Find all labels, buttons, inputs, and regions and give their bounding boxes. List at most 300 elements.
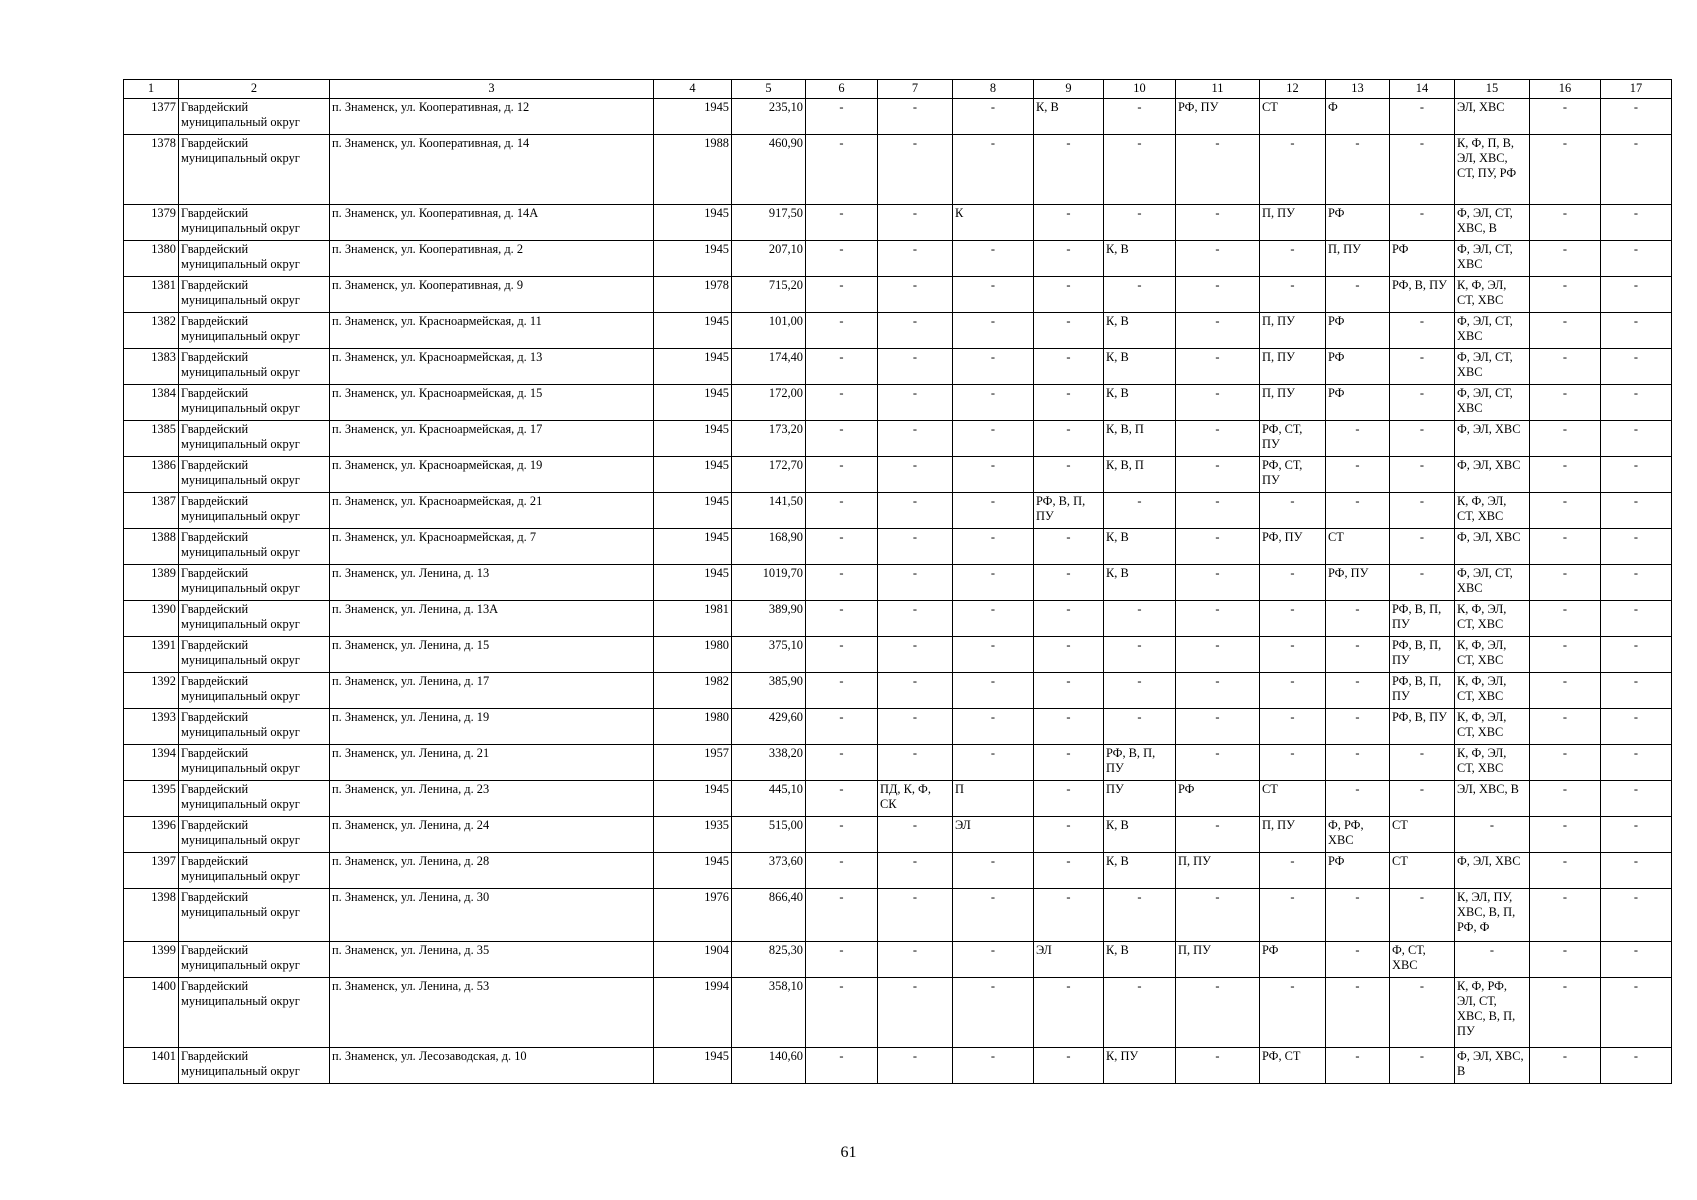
district-cell: Гвардейский муниципальный округ bbox=[179, 421, 330, 457]
col7-cell: - bbox=[878, 745, 953, 781]
col15-cell: К, Ф, ЭЛ, СТ, ХВС bbox=[1455, 673, 1530, 709]
col11-cell: - bbox=[1176, 709, 1260, 745]
district-cell: Гвардейский муниципальный округ bbox=[179, 781, 330, 817]
col15-cell: Ф, ЭЛ, ХВС bbox=[1455, 457, 1530, 493]
col6-cell: - bbox=[806, 529, 878, 565]
col15-cell: Ф, ЭЛ, ХВС bbox=[1455, 529, 1530, 565]
col16-cell: - bbox=[1530, 637, 1601, 673]
col9-cell: - bbox=[1034, 889, 1104, 942]
col14-cell: - bbox=[1390, 745, 1455, 781]
col8-cell: - bbox=[953, 277, 1034, 313]
area-cell: 358,10 bbox=[732, 978, 806, 1048]
col9-cell: - bbox=[1034, 817, 1104, 853]
col12-cell: - bbox=[1260, 978, 1326, 1048]
col16-cell: - bbox=[1530, 385, 1601, 421]
column-header-10: 10 bbox=[1104, 80, 1176, 99]
year-cell: 1994 bbox=[654, 978, 732, 1048]
address-cell: п. Знаменск, ул. Кооперативная, д. 9 bbox=[330, 277, 654, 313]
table-row bbox=[124, 709, 1672, 745]
col15-cell: ЭЛ, ХВС, В bbox=[1455, 781, 1530, 817]
col14-cell: - bbox=[1390, 1048, 1455, 1084]
col6-cell: - bbox=[806, 745, 878, 781]
row-number-cell: 1395 bbox=[124, 781, 179, 817]
district-cell: Гвардейский муниципальный округ bbox=[179, 745, 330, 781]
col8-cell: - bbox=[953, 457, 1034, 493]
col12-cell: РФ, СТ, ПУ bbox=[1260, 457, 1326, 493]
area-cell: 172,00 bbox=[732, 385, 806, 421]
column-header-15: 15 bbox=[1455, 80, 1530, 99]
col15-cell: К, Ф, ЭЛ, СТ, ХВС bbox=[1455, 637, 1530, 673]
col15-cell: Ф, ЭЛ, СТ, ХВС, В bbox=[1455, 205, 1530, 241]
col16-cell: - bbox=[1530, 277, 1601, 313]
column-header-11: 11 bbox=[1176, 80, 1260, 99]
col17-cell: - bbox=[1601, 745, 1672, 781]
area-cell: 172,70 bbox=[732, 457, 806, 493]
col11-cell: - bbox=[1176, 205, 1260, 241]
address-cell: п. Знаменск, ул. Ленина, д. 13 bbox=[330, 565, 654, 601]
col17-cell: - bbox=[1601, 385, 1672, 421]
col13-cell: - bbox=[1326, 457, 1390, 493]
col7-cell: - bbox=[878, 978, 953, 1048]
area-cell: 174,40 bbox=[732, 349, 806, 385]
col9-cell: - bbox=[1034, 781, 1104, 817]
col7-cell: - bbox=[878, 565, 953, 601]
col16-cell: - bbox=[1530, 457, 1601, 493]
year-cell: 1945 bbox=[654, 781, 732, 817]
col15-cell: Ф, ЭЛ, ХВС bbox=[1455, 853, 1530, 889]
col13-cell: - bbox=[1326, 889, 1390, 942]
col6-cell: - bbox=[806, 817, 878, 853]
address-cell: п. Знаменск, ул. Кооперативная, д. 2 bbox=[330, 241, 654, 277]
address-cell: п. Знаменск, ул. Красноармейская, д. 17 bbox=[330, 421, 654, 457]
year-cell: 1945 bbox=[654, 241, 732, 277]
col8-cell: - bbox=[953, 421, 1034, 457]
col8-cell: - bbox=[953, 493, 1034, 529]
col10-cell: - bbox=[1104, 135, 1176, 205]
district-cell: Гвардейский муниципальный округ bbox=[179, 978, 330, 1048]
col11-cell: П, ПУ bbox=[1176, 942, 1260, 978]
table-row bbox=[124, 529, 1672, 565]
col9-cell: - bbox=[1034, 241, 1104, 277]
col14-cell: РФ, В, ПУ bbox=[1390, 709, 1455, 745]
column-header-12: 12 bbox=[1260, 80, 1326, 99]
col13-cell: - bbox=[1326, 601, 1390, 637]
col15-cell: Ф, ЭЛ, СТ, ХВС bbox=[1455, 385, 1530, 421]
area-cell: 445,10 bbox=[732, 781, 806, 817]
col12-cell: РФ, СТ bbox=[1260, 1048, 1326, 1084]
col8-cell: - bbox=[953, 135, 1034, 205]
col9-cell: - bbox=[1034, 978, 1104, 1048]
district-cell: Гвардейский муниципальный округ bbox=[179, 1048, 330, 1084]
area-cell: 385,90 bbox=[732, 673, 806, 709]
row-number-cell: 1394 bbox=[124, 745, 179, 781]
row-number-cell: 1390 bbox=[124, 601, 179, 637]
col11-cell: - bbox=[1176, 745, 1260, 781]
col16-cell: - bbox=[1530, 889, 1601, 942]
year-cell: 1904 bbox=[654, 942, 732, 978]
col10-cell: К, В, П bbox=[1104, 421, 1176, 457]
col12-cell: РФ, ПУ bbox=[1260, 529, 1326, 565]
col6-cell: - bbox=[806, 241, 878, 277]
col6-cell: - bbox=[806, 349, 878, 385]
col14-cell: - bbox=[1390, 99, 1455, 135]
address-cell: п. Знаменск, ул. Красноармейская, д. 19 bbox=[330, 457, 654, 493]
col12-cell: - bbox=[1260, 709, 1326, 745]
row-number-cell: 1393 bbox=[124, 709, 179, 745]
year-cell: 1945 bbox=[654, 1048, 732, 1084]
address-cell: п. Знаменск, ул. Кооперативная, д. 14 bbox=[330, 135, 654, 205]
table-row bbox=[124, 781, 1672, 817]
col9-cell: - bbox=[1034, 709, 1104, 745]
col13-cell: Ф bbox=[1326, 99, 1390, 135]
col11-cell: - bbox=[1176, 889, 1260, 942]
col10-cell: К, В bbox=[1104, 853, 1176, 889]
col14-cell: - bbox=[1390, 565, 1455, 601]
col8-cell: - bbox=[953, 889, 1034, 942]
col11-cell: - bbox=[1176, 493, 1260, 529]
col15-cell: Ф, ЭЛ, ХВС, В bbox=[1455, 1048, 1530, 1084]
row-number-cell: 1386 bbox=[124, 457, 179, 493]
col11-cell: - bbox=[1176, 385, 1260, 421]
area-cell: 101,00 bbox=[732, 313, 806, 349]
col16-cell: - bbox=[1530, 205, 1601, 241]
col17-cell: - bbox=[1601, 99, 1672, 135]
col6-cell: - bbox=[806, 781, 878, 817]
col8-cell: - bbox=[953, 673, 1034, 709]
district-cell: Гвардейский муниципальный округ bbox=[179, 601, 330, 637]
col15-cell: Ф, ЭЛ, СТ, ХВС bbox=[1455, 349, 1530, 385]
col12-cell: - bbox=[1260, 673, 1326, 709]
area-cell: 140,60 bbox=[732, 1048, 806, 1084]
col10-cell: - bbox=[1104, 709, 1176, 745]
col10-cell: К, В bbox=[1104, 817, 1176, 853]
col8-cell: - bbox=[953, 99, 1034, 135]
col7-cell: - bbox=[878, 601, 953, 637]
row-number-cell: 1378 bbox=[124, 135, 179, 205]
col8-cell: - bbox=[953, 978, 1034, 1048]
col13-cell: РФ bbox=[1326, 205, 1390, 241]
col13-cell: - bbox=[1326, 637, 1390, 673]
col11-cell: П, ПУ bbox=[1176, 853, 1260, 889]
table-row bbox=[124, 889, 1672, 942]
district-cell: Гвардейский муниципальный округ bbox=[179, 529, 330, 565]
col15-cell: - bbox=[1455, 817, 1530, 853]
table-row bbox=[124, 135, 1672, 205]
col9-cell: - bbox=[1034, 637, 1104, 673]
col6-cell: - bbox=[806, 385, 878, 421]
district-cell: Гвардейский муниципальный округ bbox=[179, 709, 330, 745]
column-header-6: 6 bbox=[806, 80, 878, 99]
col15-cell: Ф, ЭЛ, ХВС bbox=[1455, 421, 1530, 457]
col15-cell: К, Ф, РФ, ЭЛ, СТ, ХВС, В, П, ПУ bbox=[1455, 978, 1530, 1048]
col16-cell: - bbox=[1530, 313, 1601, 349]
col17-cell: - bbox=[1601, 313, 1672, 349]
area-cell: 338,20 bbox=[732, 745, 806, 781]
col6-cell: - bbox=[806, 601, 878, 637]
col17-cell: - bbox=[1601, 817, 1672, 853]
col7-cell: - bbox=[878, 241, 953, 277]
col7-cell: - bbox=[878, 349, 953, 385]
table-row bbox=[124, 349, 1672, 385]
col10-cell: - bbox=[1104, 978, 1176, 1048]
col17-cell: - bbox=[1601, 637, 1672, 673]
col7-cell: - bbox=[878, 889, 953, 942]
area-cell: 429,60 bbox=[732, 709, 806, 745]
col10-cell: - bbox=[1104, 673, 1176, 709]
col17-cell: - bbox=[1601, 277, 1672, 313]
col16-cell: - bbox=[1530, 817, 1601, 853]
col14-cell: СТ bbox=[1390, 853, 1455, 889]
col17-cell: - bbox=[1601, 565, 1672, 601]
col7-cell: - bbox=[878, 277, 953, 313]
row-number-cell: 1377 bbox=[124, 99, 179, 135]
col12-cell: П, ПУ bbox=[1260, 349, 1326, 385]
col7-cell: - bbox=[878, 421, 953, 457]
col13-cell: Ф, РФ, ХВС bbox=[1326, 817, 1390, 853]
col14-cell: - bbox=[1390, 135, 1455, 205]
col14-cell: СТ bbox=[1390, 817, 1455, 853]
table-row bbox=[124, 942, 1672, 978]
row-number-cell: 1389 bbox=[124, 565, 179, 601]
col16-cell: - bbox=[1530, 493, 1601, 529]
col9-cell: - bbox=[1034, 205, 1104, 241]
row-number-cell: 1398 bbox=[124, 889, 179, 942]
col14-cell: - bbox=[1390, 421, 1455, 457]
col8-cell: К bbox=[953, 205, 1034, 241]
column-header-1: 1 bbox=[124, 80, 179, 99]
col11-cell: - bbox=[1176, 457, 1260, 493]
col7-cell: - bbox=[878, 853, 953, 889]
col11-cell: - bbox=[1176, 277, 1260, 313]
col15-cell: К, Ф, ЭЛ, СТ, ХВС bbox=[1455, 601, 1530, 637]
column-header-3: 3 bbox=[330, 80, 654, 99]
row-number-cell: 1396 bbox=[124, 817, 179, 853]
col8-cell: - bbox=[953, 853, 1034, 889]
col17-cell: - bbox=[1601, 493, 1672, 529]
col16-cell: - bbox=[1530, 942, 1601, 978]
table-row bbox=[124, 637, 1672, 673]
area-cell: 207,10 bbox=[732, 241, 806, 277]
col9-cell: - bbox=[1034, 565, 1104, 601]
area-cell: 235,10 bbox=[732, 99, 806, 135]
col15-cell: К, Ф, ЭЛ, СТ, ХВС bbox=[1455, 277, 1530, 313]
col6-cell: - bbox=[806, 493, 878, 529]
col11-cell: - bbox=[1176, 135, 1260, 205]
col14-cell: РФ bbox=[1390, 241, 1455, 277]
col6-cell: - bbox=[806, 205, 878, 241]
col10-cell: К, В bbox=[1104, 565, 1176, 601]
col14-cell: РФ, В, П, ПУ bbox=[1390, 673, 1455, 709]
row-number-cell: 1383 bbox=[124, 349, 179, 385]
col13-cell: РФ bbox=[1326, 313, 1390, 349]
year-cell: 1957 bbox=[654, 745, 732, 781]
col8-cell: - bbox=[953, 565, 1034, 601]
col6-cell: - bbox=[806, 889, 878, 942]
col15-cell: К, ЭЛ, ПУ, ХВС, В, П, РФ, Ф bbox=[1455, 889, 1530, 942]
address-cell: п. Знаменск, ул. Красноармейская, д. 21 bbox=[330, 493, 654, 529]
col9-cell: - bbox=[1034, 385, 1104, 421]
col10-cell: К, В bbox=[1104, 349, 1176, 385]
col11-cell: - bbox=[1176, 313, 1260, 349]
year-cell: 1935 bbox=[654, 817, 732, 853]
col12-cell: - bbox=[1260, 601, 1326, 637]
table-row bbox=[124, 745, 1672, 781]
col13-cell: - bbox=[1326, 978, 1390, 1048]
year-cell: 1980 bbox=[654, 637, 732, 673]
col7-cell: - bbox=[878, 493, 953, 529]
table-row bbox=[124, 385, 1672, 421]
address-cell: п. Знаменск, ул. Лесозаводская, д. 10 bbox=[330, 1048, 654, 1084]
col17-cell: - bbox=[1601, 781, 1672, 817]
col17-cell: - bbox=[1601, 529, 1672, 565]
col10-cell: К, В bbox=[1104, 313, 1176, 349]
row-number-cell: 1397 bbox=[124, 853, 179, 889]
col12-cell: П, ПУ bbox=[1260, 817, 1326, 853]
col10-cell: РФ, В, П, ПУ bbox=[1104, 745, 1176, 781]
address-cell: п. Знаменск, ул. Красноармейская, д. 11 bbox=[330, 313, 654, 349]
col6-cell: - bbox=[806, 709, 878, 745]
col9-cell: - bbox=[1034, 853, 1104, 889]
col9-cell: - bbox=[1034, 457, 1104, 493]
table-row bbox=[124, 493, 1672, 529]
address-cell: п. Знаменск, ул. Ленина, д. 24 bbox=[330, 817, 654, 853]
col17-cell: - bbox=[1601, 853, 1672, 889]
col14-cell: - bbox=[1390, 493, 1455, 529]
col16-cell: - bbox=[1530, 241, 1601, 277]
col11-cell: - bbox=[1176, 978, 1260, 1048]
col17-cell: - bbox=[1601, 135, 1672, 205]
district-cell: Гвардейский муниципальный округ bbox=[179, 457, 330, 493]
col13-cell: - bbox=[1326, 1048, 1390, 1084]
col17-cell: - bbox=[1601, 457, 1672, 493]
col11-cell: - bbox=[1176, 601, 1260, 637]
year-cell: 1945 bbox=[654, 99, 732, 135]
col10-cell: ПУ bbox=[1104, 781, 1176, 817]
address-cell: п. Знаменск, ул. Ленина, д. 13А bbox=[330, 601, 654, 637]
column-header-7: 7 bbox=[878, 80, 953, 99]
col7-cell: - bbox=[878, 637, 953, 673]
district-cell: Гвардейский муниципальный округ bbox=[179, 853, 330, 889]
district-cell: Гвардейский муниципальный округ bbox=[179, 817, 330, 853]
col12-cell: - bbox=[1260, 241, 1326, 277]
col12-cell: - bbox=[1260, 637, 1326, 673]
address-cell: п. Знаменск, ул. Кооперативная, д. 14А bbox=[330, 205, 654, 241]
col9-cell: ЭЛ bbox=[1034, 942, 1104, 978]
col12-cell: - bbox=[1260, 745, 1326, 781]
col9-cell: - bbox=[1034, 529, 1104, 565]
col17-cell: - bbox=[1601, 421, 1672, 457]
year-cell: 1945 bbox=[654, 853, 732, 889]
col7-cell: - bbox=[878, 529, 953, 565]
col12-cell: СТ bbox=[1260, 781, 1326, 817]
col6-cell: - bbox=[806, 565, 878, 601]
col13-cell: - bbox=[1326, 709, 1390, 745]
col13-cell: - bbox=[1326, 421, 1390, 457]
district-cell: Гвардейский муниципальный округ bbox=[179, 277, 330, 313]
col6-cell: - bbox=[806, 673, 878, 709]
col16-cell: - bbox=[1530, 349, 1601, 385]
area-cell: 515,00 bbox=[732, 817, 806, 853]
col7-cell: - bbox=[878, 135, 953, 205]
district-cell: Гвардейский муниципальный округ bbox=[179, 889, 330, 942]
area-cell: 373,60 bbox=[732, 853, 806, 889]
year-cell: 1945 bbox=[654, 529, 732, 565]
col9-cell: - bbox=[1034, 349, 1104, 385]
col15-cell: К, Ф, ЭЛ, СТ, ХВС bbox=[1455, 745, 1530, 781]
col10-cell: - bbox=[1104, 889, 1176, 942]
address-cell: п. Знаменск, ул. Красноармейская, д. 13 bbox=[330, 349, 654, 385]
col6-cell: - bbox=[806, 99, 878, 135]
row-number-cell: 1392 bbox=[124, 673, 179, 709]
col8-cell: П bbox=[953, 781, 1034, 817]
district-cell: Гвардейский муниципальный округ bbox=[179, 942, 330, 978]
col6-cell: - bbox=[806, 135, 878, 205]
col8-cell: - bbox=[953, 313, 1034, 349]
col13-cell: П, ПУ bbox=[1326, 241, 1390, 277]
col14-cell: - bbox=[1390, 349, 1455, 385]
col14-cell: - bbox=[1390, 457, 1455, 493]
address-cell: п. Знаменск, ул. Ленина, д. 19 bbox=[330, 709, 654, 745]
col9-cell: - bbox=[1034, 277, 1104, 313]
district-cell: Гвардейский муниципальный округ bbox=[179, 637, 330, 673]
col7-cell: ПД, К, Ф, СК bbox=[878, 781, 953, 817]
col8-cell: ЭЛ bbox=[953, 817, 1034, 853]
row-number-cell: 1385 bbox=[124, 421, 179, 457]
address-cell: п. Знаменск, ул. Ленина, д. 35 bbox=[330, 942, 654, 978]
col17-cell: - bbox=[1601, 1048, 1672, 1084]
year-cell: 1945 bbox=[654, 421, 732, 457]
table-row bbox=[124, 978, 1672, 1048]
col16-cell: - bbox=[1530, 421, 1601, 457]
col17-cell: - bbox=[1601, 205, 1672, 241]
col6-cell: - bbox=[806, 942, 878, 978]
column-number-header-row bbox=[124, 80, 1672, 99]
address-cell: п. Знаменск, ул. Ленина, д. 53 bbox=[330, 978, 654, 1048]
table-row bbox=[124, 853, 1672, 889]
col17-cell: - bbox=[1601, 942, 1672, 978]
year-cell: 1945 bbox=[654, 349, 732, 385]
col15-cell: ЭЛ, ХВС bbox=[1455, 99, 1530, 135]
district-cell: Гвардейский муниципальный округ bbox=[179, 493, 330, 529]
col8-cell: - bbox=[953, 745, 1034, 781]
col16-cell: - bbox=[1530, 745, 1601, 781]
address-cell: п. Знаменск, ул. Красноармейская, д. 15 bbox=[330, 385, 654, 421]
table-row bbox=[124, 205, 1672, 241]
table-row bbox=[124, 421, 1672, 457]
col11-cell: РФ, ПУ bbox=[1176, 99, 1260, 135]
col7-cell: - bbox=[878, 205, 953, 241]
year-cell: 1945 bbox=[654, 493, 732, 529]
table-row bbox=[124, 277, 1672, 313]
page-number: 61 bbox=[840, 1144, 857, 1161]
area-cell: 375,10 bbox=[732, 637, 806, 673]
address-cell: п. Знаменск, ул. Ленина, д. 17 bbox=[330, 673, 654, 709]
col9-cell: - bbox=[1034, 601, 1104, 637]
col7-cell: - bbox=[878, 457, 953, 493]
col13-cell: РФ bbox=[1326, 853, 1390, 889]
col6-cell: - bbox=[806, 853, 878, 889]
col8-cell: - bbox=[953, 385, 1034, 421]
col16-cell: - bbox=[1530, 529, 1601, 565]
row-number-cell: 1380 bbox=[124, 241, 179, 277]
table-row bbox=[124, 673, 1672, 709]
col8-cell: - bbox=[953, 942, 1034, 978]
col9-cell: К, В bbox=[1034, 99, 1104, 135]
col11-cell: - bbox=[1176, 817, 1260, 853]
col16-cell: - bbox=[1530, 673, 1601, 709]
col14-cell: РФ, В, П, ПУ bbox=[1390, 601, 1455, 637]
col13-cell: - bbox=[1326, 493, 1390, 529]
